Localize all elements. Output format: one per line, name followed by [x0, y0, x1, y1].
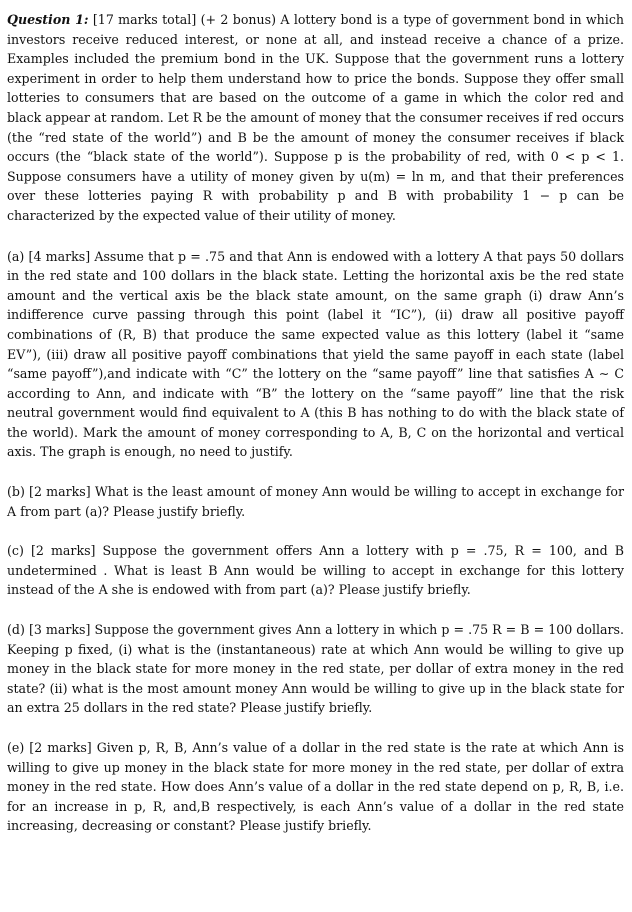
question-text: [17 marks total] (+ 2 bonus) A lottery bond is a type of government bond in which investors receive reduced interest, or none at all, and instead receive a chance of a prize. Examples included the premium bond in the UK. Suppose that the government runs a lottery experiment in order to help them understand how to price the bonds. Suppose they offer small lotteries to consumers that are based on the outcome of a game in which the color red and black appear at random. Let R be the amount of money that the consumer receives if red occurs (the “red state of the world”) and B be the amount of money the consumer receives if black occurs (the “black state of the world”). Suppose p is the probability of red, with 0 < p < 1. Suppose consumers have a utility of money given by u(m) = ln m, and that their preferences over these lotteries paying R with probability p and B with probability 1 − p can be characterized by the expected value of their utility of money. [7, 12, 624, 223]
question-title: Question 1: [7, 12, 89, 27]
part-b: (b) [2 marks] What is the least amount of money Ann would be willing to accept in exchange for A from part (a)? Please justify briefly. [7, 484, 624, 519]
part-e: (e) [2 marks] Given p, R, B, Ann’s value of a dollar in the red state is the rate at which Ann is willing to give up money in the black state for more money in the red state, per dollar of extra money in the red state. How does Ann’s value of a dollar in the red state depend on p, R, B, i.e. for an increase in p, R, and,B respectively, is each Ann’s value of a dollar in the red state increasing, decreasing or constant? Please justify briefly. [7, 740, 624, 834]
part-a: (a) [4 marks] Assume that p = .75 and that Ann is endowed with a lottery A that pays 50 dollars in the red state and 100 dollars in the black state. Letting the horizontal axis be the red state amount and the vertical axis be the black state amount, on the same graph (i) draw Ann’s indifference curve passing through this point (label it “IC”), (ii) draw all positive payoff combinations of (R, B) that produce the same expected value as this lottery (label it “same EV”), (iii) draw all positive payoff combinations that yield the same payoff in each state (label “same payoff”),and indicate with “C” the lottery on the “same payoff” line that satisfies A ∼ C according to Ann, and indicate with “B” the lottery on the “same payoff” line that the risk neutral government would find equivalent to A (this B has nothing to do with the black state of the world). Mark the amount of money corresponding to A, B, C on the horizontal and vertical axis. The graph is enough, no need to justify. [7, 248, 624, 460]
part-c: (c) [2 marks] Suppose the government offers Ann a lottery with p = .75, R = 100, and B undetermined . What is least B Ann would be willing to accept in exchange for this lottery instead of the A she is endowed with from part (a)? Please justify briefly. [7, 543, 624, 598]
part-d: (d) [3 marks] Suppose the government gives Ann a lottery in which p = .75 R = B = 100 dollars. Keeping p fixed, (i) what is the (instantaneous) rate at which Ann would be willing to give up money in the black state for more money in the red state, per dollar of extra money in the red state? (ii) what is the most amount money Ann would be willing to give up in the black state for an extra 25 dollars in the red state? Please justify briefly. [7, 622, 624, 716]
question-intro [7, 10, 624, 226]
